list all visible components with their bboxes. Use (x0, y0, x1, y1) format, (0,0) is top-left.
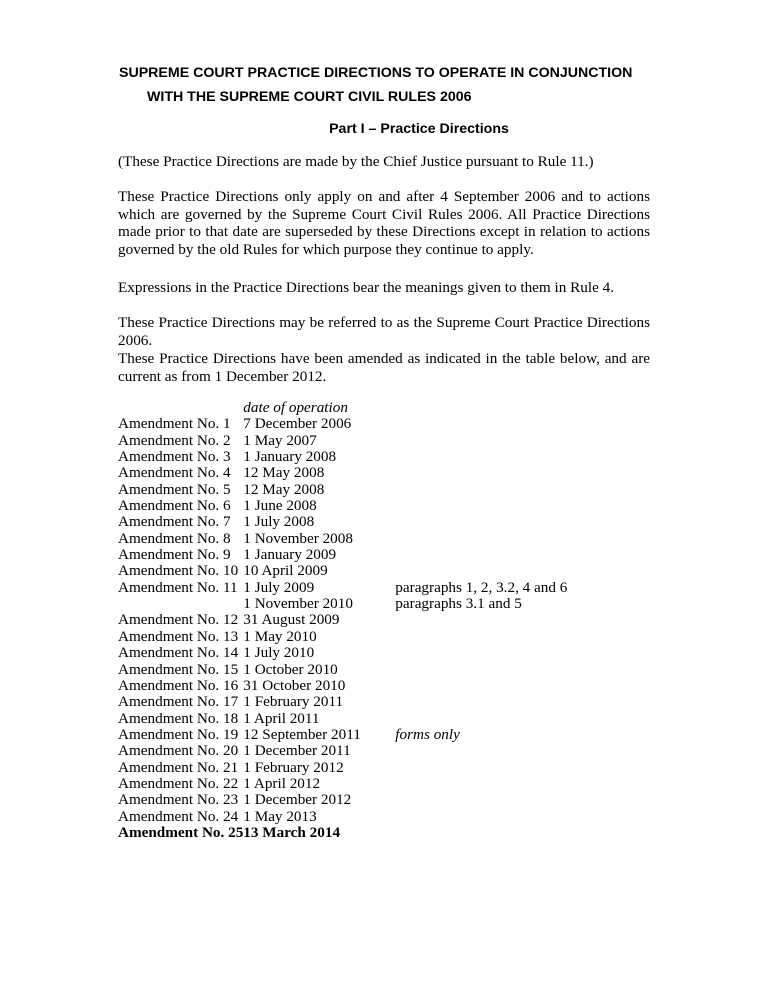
header-note-cell (395, 400, 635, 416)
amendment-number: Amendment No. 5 (118, 480, 231, 498)
amendment-number: Amendment No. 25 (118, 823, 244, 841)
table-row (118, 645, 635, 661)
amendment-date: 7 December 2006 (243, 415, 352, 433)
table-row (118, 498, 635, 514)
table-row (118, 433, 635, 449)
document-subtitle: Part I – Practice Directions (329, 121, 509, 137)
amendment-date: 1 May 2010 (243, 627, 317, 645)
table-row (118, 612, 635, 628)
table-row (118, 580, 635, 596)
amendment-number: Amendment No. 23 (118, 791, 239, 809)
amendment-number: Amendment No. 9 (118, 546, 231, 564)
amendment-date: 1 July 2009 (243, 578, 315, 596)
amendment-number: Amendment No. 22 (118, 774, 239, 792)
amendment-note (395, 678, 635, 694)
amendment-note (395, 498, 635, 514)
amendment-note (395, 612, 635, 628)
amendment-number: Amendment No. 18 (118, 709, 239, 727)
table-row (118, 694, 635, 710)
amendment-note (395, 465, 635, 481)
amendment-date: 1 July 2010 (243, 644, 315, 662)
amendment-note (395, 792, 635, 808)
amendment-note (395, 760, 635, 776)
amendment-note: forms only (395, 725, 460, 743)
amendment-number: Amendment No. 13 (118, 627, 239, 645)
amendment-number: Amendment No. 2 (118, 431, 231, 449)
amendment-date: 1 April 2012 (243, 774, 321, 792)
amendment-number: Amendment No. 10 (118, 562, 239, 580)
amendment-number: Amendment No. 15 (118, 660, 239, 678)
amendment-number: Amendment No. 6 (118, 497, 231, 515)
table-row (118, 809, 635, 825)
amendment-note (395, 531, 635, 547)
amendment-number: Amendment No. 21 (118, 758, 239, 776)
amendment-number: Amendment No. 16 (118, 676, 239, 694)
amendment-date: 1 December 2012 (243, 791, 352, 809)
amendment-note (395, 449, 635, 465)
amendments-table (118, 400, 635, 841)
table-row (118, 629, 635, 645)
amendment-note: paragraphs 1, 2, 3.2, 4 and 6 (395, 578, 568, 596)
amendment-number: Amendment No. 12 (118, 611, 239, 629)
amendment-number: Amendment No. 24 (118, 807, 239, 825)
amendment-number (118, 596, 243, 612)
table-row (118, 727, 635, 743)
amendment-date: 1 November 2008 (243, 529, 353, 547)
amendment-number: Amendment No. 19 (118, 725, 239, 743)
amendment-number: Amendment No. 1 (118, 415, 231, 433)
amendment-number: Amendment No. 11 (118, 578, 238, 596)
amendment-date: 1 May 2007 (243, 431, 317, 449)
table-row (118, 760, 635, 776)
paragraph-citation: These Practice Directions may be referred to as the Supreme Court Practice Directions 2006. (118, 314, 650, 349)
table-row (118, 482, 635, 498)
paragraph-amendments: These Practice Directions have been amended as indicated in the table below, and are current as from 1 December 2012. (118, 350, 650, 385)
amendment-note (395, 711, 635, 727)
amendment-note (395, 776, 635, 792)
amendment-note: paragraphs 3.1 and 5 (395, 595, 522, 613)
table-row (118, 449, 635, 465)
amendment-note (395, 514, 635, 530)
amendment-date: 1 January 2009 (243, 546, 337, 564)
table-row (118, 792, 635, 808)
amendment-date: 1 February 2012 (243, 758, 344, 776)
amendment-date: 10 April 2009 (243, 562, 328, 580)
amendment-note (395, 809, 635, 825)
amendment-note (395, 743, 635, 759)
table-row (118, 711, 635, 727)
amendment-date: 1 July 2008 (243, 513, 315, 531)
paragraph-application: These Practice Directions only apply on and after 4 September 2006 and to actions which are governed by the Supreme Court Civil Rules 2006. All Practice Directions made prior to that date are superseded by these Directions except in relation to actions governed by the old Rules for which purpose they continue to apply. (118, 188, 650, 258)
table-row (118, 678, 635, 694)
document-title-line-1: SUPREME COURT PRACTICE DIRECTIONS TO OPERATE IN CONJUNCTION (119, 65, 633, 81)
table-row (118, 563, 635, 579)
amendment-note (395, 563, 635, 579)
amendment-number: Amendment No. 3 (118, 448, 231, 466)
amendment-date: 13 March 2014 (243, 823, 341, 841)
amendment-note (395, 416, 635, 432)
amendment-date: 1 October 2010 (243, 660, 338, 678)
amendment-note (395, 645, 635, 661)
table-row (118, 514, 635, 530)
table-row (118, 547, 635, 563)
amendment-date: 1 January 2008 (243, 448, 337, 466)
header-empty-cell (118, 400, 243, 416)
amendment-date: 1 May 2013 (243, 807, 317, 825)
table-row (118, 743, 635, 759)
amendment-number: Amendment No. 8 (118, 529, 231, 547)
amendment-date: 12 May 2008 (243, 480, 325, 498)
amendment-number: Amendment No. 4 (118, 464, 231, 482)
table-row (118, 662, 635, 678)
amendment-date: 12 May 2008 (243, 464, 325, 482)
table-row (118, 825, 635, 841)
amendment-date: 31 August 2009 (243, 611, 340, 629)
amendment-date: 1 June 2008 (243, 497, 317, 515)
amendment-note (395, 547, 635, 563)
amendment-note (395, 694, 635, 710)
amendment-date: 1 November 2010 (243, 595, 353, 613)
amendment-number: Amendment No. 20 (118, 742, 239, 760)
amendments-table-header-row (118, 400, 635, 416)
amendment-number: Amendment No. 14 (118, 644, 239, 662)
table-row (118, 416, 635, 432)
amendment-date: 1 February 2011 (243, 693, 344, 711)
amendment-date: 12 September 2011 (243, 725, 361, 743)
date-of-operation-header: date of operation (243, 399, 348, 416)
amendment-number: Amendment No. 17 (118, 693, 239, 711)
paragraph-expressions: Expressions in the Practice Directions bear the meanings given to them in Rule 4. (118, 279, 615, 296)
amendment-number: Amendment No. 7 (118, 513, 231, 531)
amendment-note (395, 825, 635, 841)
table-row (118, 776, 635, 792)
table-row (118, 596, 635, 612)
amendment-date: 31 October 2010 (243, 676, 346, 694)
amendment-note (395, 482, 635, 498)
paragraph-authority: (These Practice Directions are made by the Chief Justice pursuant to Rule 11.) (118, 153, 594, 170)
amendment-note (395, 629, 635, 645)
amendment-date: 1 December 2011 (243, 742, 351, 760)
amendment-note (395, 662, 635, 678)
amendment-date: 1 April 2011 (243, 709, 320, 727)
amendments-table-body (118, 400, 635, 841)
table-row (118, 531, 635, 547)
amendment-note (395, 433, 635, 449)
table-row (118, 465, 635, 481)
document-title-line-2: WITH THE SUPREME COURT CIVIL RULES 2006 (147, 89, 472, 105)
